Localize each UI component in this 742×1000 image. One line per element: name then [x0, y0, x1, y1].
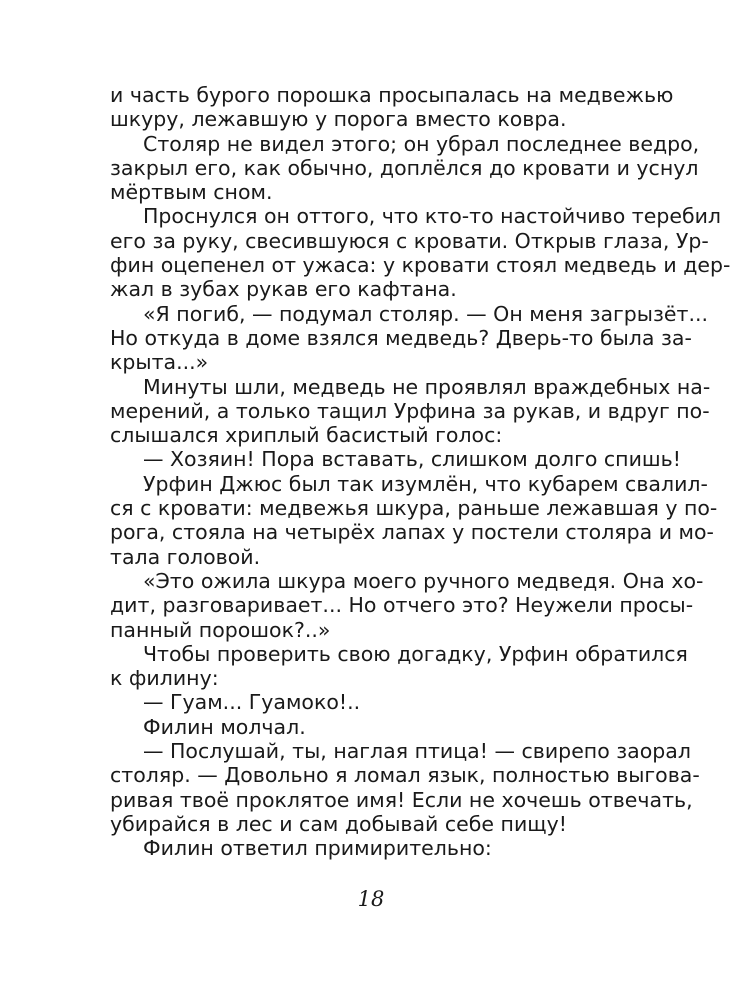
paragraph: [110, 739, 700, 836]
text-line: Филин ответил примирительно:: [143, 836, 492, 861]
text-line: убирайся в лес и сам добывай себе пищу!: [110, 811, 567, 836]
paragraph: [110, 204, 731, 302]
paragraph: [110, 447, 681, 472]
text-line: тала головой.: [110, 544, 261, 569]
paragraph: [110, 83, 674, 132]
text-line: крыта...»: [110, 350, 209, 375]
text-line: к филину:: [110, 666, 219, 691]
text-line: слышался хриплый басистый голос:: [110, 423, 503, 448]
text-line: его за руку, свесившуюся с кровати. Открыв глаза, Ур-: [110, 228, 709, 253]
text-line: — Хозяин! Пора вставать, слишком долго спишь!: [143, 447, 681, 472]
paragraph: [110, 641, 688, 691]
text-line: фин оцепенел от ужаса: у кровати стоял медведь и дер-: [110, 253, 731, 278]
text-line: и часть бурого порошка просыпалась на медвежью: [110, 83, 674, 107]
paragraph: [110, 690, 670, 714]
text-line: «Это ожила шкура моего ручного медведя. Она хо-: [143, 568, 704, 593]
paragraph: [110, 715, 670, 739]
text-line: столяр. — Довольно я ломал язык, полностью выгова-: [110, 763, 700, 788]
text-line: Урфин Джюс был так изумлён, что кубарем свалил-: [143, 471, 708, 496]
text-line: Минуты шли, медведь не проявлял враждебных на-: [143, 374, 711, 399]
text-line: рога, стояла на четырёх лапах у постели столяра и мо-: [110, 520, 714, 545]
paragraph: [110, 374, 711, 448]
text-line: жал в зубах рукав его кафтана.: [110, 277, 457, 302]
text-line: мерений, а только тащил Урфина за рукав, и вдруг по-: [110, 398, 710, 423]
paragraph: [110, 471, 718, 569]
text-line: — Гуам... Гуамоко!..: [143, 690, 361, 715]
text-line: ривая твоё проклятое имя! Если не хочешь отвечать,: [110, 787, 693, 812]
text-line: мёртвым сном.: [110, 180, 273, 205]
text-line: ся с кровати: медвежья шкура, раньше лежавшая у по-: [110, 496, 718, 521]
text-line: — Послушай, ты, наглая птица! — свирепо заорал: [143, 739, 691, 764]
text-line: Филин молчал.: [143, 714, 306, 739]
text-line: «Я погиб, — подумал столяр. — Он меня загрызёт...: [143, 301, 709, 326]
page-number: 18: [357, 887, 385, 911]
text-line: Но откуда в доме взялся медведь? Дверь-то была за-: [110, 325, 692, 350]
text-line: Проснулся он оттого, что кто-то настойчиво теребил: [143, 204, 722, 229]
text-line: шкуру, лежавшую у порога вместо ковра.: [110, 107, 567, 132]
text-line: панный порошок?..»: [110, 617, 331, 642]
paragraph: [110, 131, 700, 205]
paragraph: [110, 568, 704, 642]
paragraph: [110, 301, 709, 375]
text-line: дит, разговаривает... Но отчего это? Неужели просы-: [110, 593, 694, 618]
paragraph: [110, 836, 670, 860]
body-text: [110, 83, 731, 861]
text-line: Чтобы проверить свою догадку, Урфин обратился: [143, 641, 688, 666]
text-line: закрыл его, как обычно, доплёлся до кровати и уснул: [110, 155, 699, 180]
text-line: Столяр не видел этого; он убрал последнее ведро,: [143, 131, 700, 156]
